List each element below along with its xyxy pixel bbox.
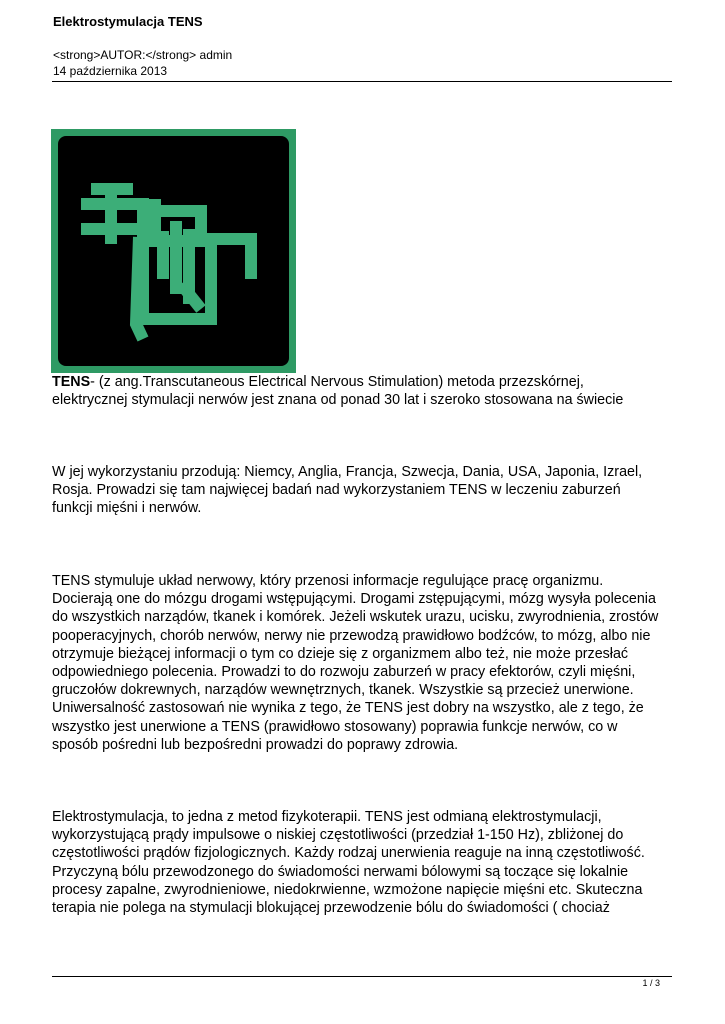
intro-paragraph [52, 373, 682, 409]
document-title: Elektrostymulacja TENS [53, 14, 203, 29]
intro-term: TENS [52, 374, 91, 390]
publish-date: 14 października 2013 [53, 64, 168, 78]
page-number: 1 / 3 [642, 978, 660, 988]
intro-text: - (z ang.Transcutaneous Electrical Nervous Stimulation) metoda przezskórnej, elektrycznej stymulacji nerwów jest znana od ponad 30 lat i szeroko stosowana na świecie [52, 374, 624, 409]
author-line: <strong>AUTOR:</strong> admin [53, 48, 233, 62]
paragraph-electrostimulation: Elektrostymulacja, to jedna z metod fizykoterapii. TENS jest odmianą elektrostymulacji, wykorzystującą prądy impulsowe o niskiej częstotliwości (przedział 1-150 Hz), zbliżonej do częstotliwości prądów fizjologicznych. Każdy rodzaj unerwienia reaguje na inną częstotliwość. Przyczyną bólu przewodzonego do świadomości nerwami bólowymi są toczące się lokalnie procesy zapalne, zwyrodnieniowe, niedokrwienne, wzmożone napięcie mięśni etc. Skuteczna terapia nie polega na stymulacji blokującej przewodzenie bólu do świadomości ( chociaż [52, 809, 645, 917]
footer-divider [52, 976, 672, 977]
paragraph-nervous-system: TENS stymuluje układ nerwowy, który przenosi informacje regulujące pracę organizmu. Docierają one do mózgu drogami wstępującymi. Drogami zstępującymi, mózg wysyła polecenia do wszystkich narządów, tkanek i komórek. Jeżeli wskutek urazu, ucisku, zwyrodnienia, zrostów pooperacyjnych, chorób nerwów, nerwy nie przewodzą prawidłowo bodźców, to mózg, albo nie otrzymuje bieżącej informacji o tym co dzieje się z organizmem albo też, nie może przesłać odpowiedniego polecenia. Prowadzi to do rozwoju zaburzeń w pracy efektorów, czyli mięśni, gruczołów dokrewnych, narządów wewnętrznych, tkanek. Wszystkie są przecież unerwione. Uniwersalność zastosowań nie wynika z tego, że TENS jest dobry na wszystko, ale z tego, że wszystko jest unerwione a TENS (prawidłowo stosowany) poprawia funkcje nerwów, co w sposób pośredni lub bezpośredni prowadzi do poprawy zdrowia. [52, 573, 659, 753]
paragraph-countries: W jej wykorzystaniu przodują: Niemcy, Anglia, Francja, Szwecja, Dania, USA, Japonia, Izrael, Rosja. Prowadzi się tam najwięcej badań nad wykorzystaniem TENS w leczeniu zaburzeń funkcji mięśni i nerwów. [52, 464, 643, 517]
tens-logo-icon [51, 129, 296, 373]
header-divider [52, 81, 672, 82]
document-meta [53, 47, 232, 79]
